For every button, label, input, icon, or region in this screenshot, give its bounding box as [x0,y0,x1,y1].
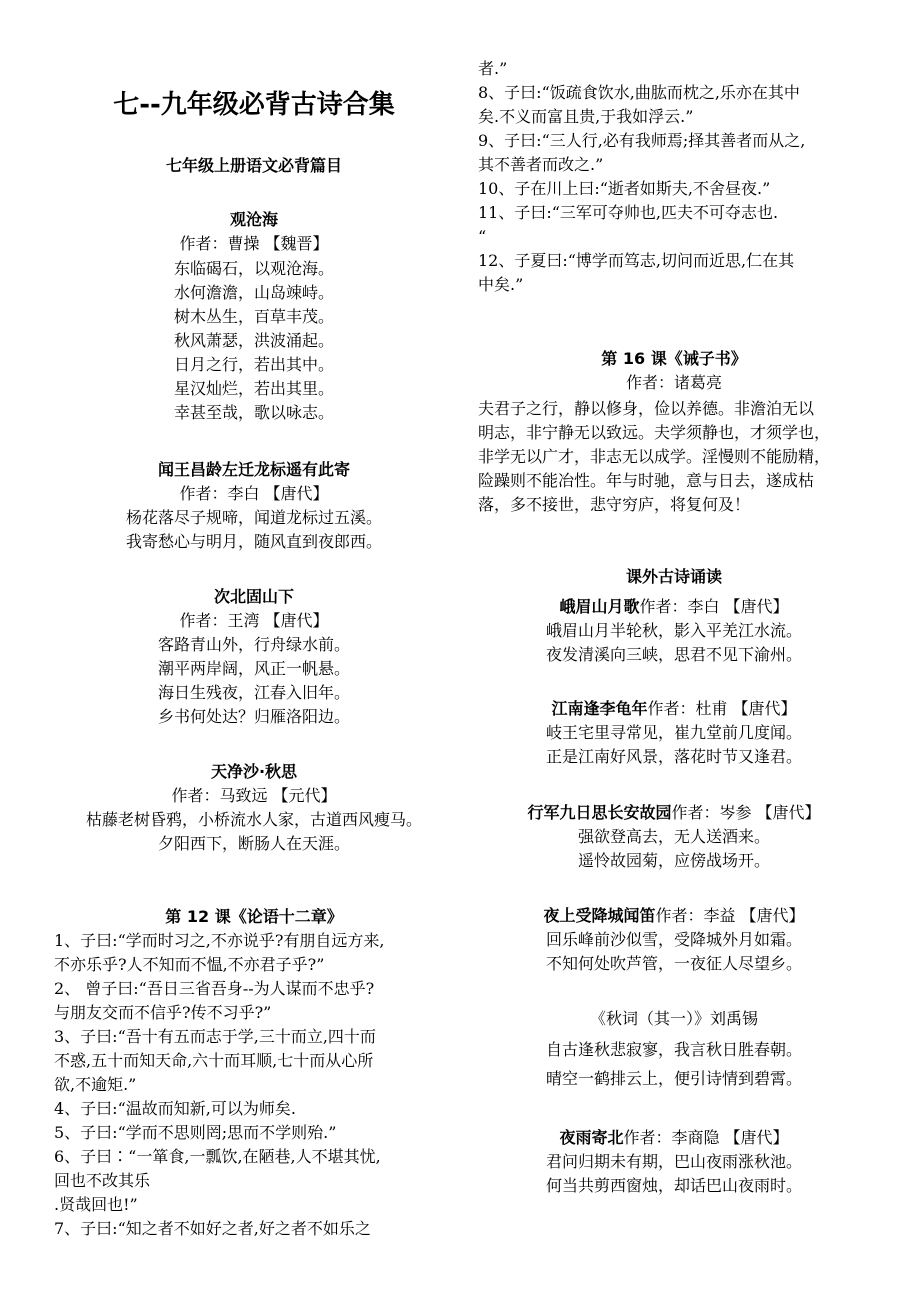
text-line: 非学无以广才，非志无以成学。淫慢则不能励精， [478,447,831,466]
text-line: 险躁则不能冶性。年与时驰，意与日去，遂成枯 [478,471,815,490]
poem-title: 夜上受降城闻笛 [543,906,656,925]
text-line: .贤哉回也!” [54,1195,138,1214]
poem-line: 晴空一鹤排云上，便引诗情到碧霄。 [545,1069,802,1088]
poem-line: 自古逢秋悲寂寥，我言秋日胜春朝。 [545,1040,802,1059]
poem-line: 君问归期未有期，巴山夜雨涨秋池。 [545,1152,802,1171]
poem-heading [478,596,870,618]
poem-line: 潮平两岸阔，风正一帆悬。 [157,659,350,678]
text-line: 其不善者而改之.” [478,155,604,174]
poem-line: 峨眉山月半轮秋，影入平羌江水流。 [545,621,802,640]
poem-title: 观沧海 [229,210,278,229]
text-line: 与朋友交而不信乎?传不习乎?” [54,1003,272,1022]
text-line: 中矣.” [478,275,524,294]
poem-title: 次北固山下 [213,587,294,606]
text-line: 3、子曰:“吾十有五而志于学,三十而立,四十而 [54,1027,376,1046]
poem-author: 作者：李商隐 【唐代】 [623,1128,789,1147]
text-line: 12、子夏曰:“博学而笃志,切问而近思,仁在其 [478,251,795,270]
poem-line: 幸甚至哉，歌以咏志。 [173,403,334,422]
lesson-title: 第 12 课《论语十二章》 [165,907,343,926]
section-subtitle: 七年级上册语文必背篇目 [165,156,342,175]
poem-line: 何当共剪西窗烛，却话巴山夜雨时。 [545,1176,802,1195]
poem-line: 海日生残夜，江春入旧年。 [157,683,350,702]
poem-line: 岐王宅里寻常见，崔九堂前几度闻。 [545,723,802,742]
poem-line: 客路青山外，行舟绿水前。 [157,635,350,654]
poem-line: 遥怜故园菊，应傍战场开。 [577,851,770,870]
poem-line: 杨花落尽子规啼，闻道龙标过五溪。 [125,508,382,527]
text-line: “ [478,227,487,246]
text-line: 矣.不义而富且贵,于我如浮云.” [478,107,694,126]
poem-title: 《秋词（其一）》刘禹锡 [589,1009,758,1028]
poem-author: 作者：李白 【唐代】 [639,597,789,616]
text-line: 11、子曰:“三军可夺帅也,匹夫不可夺志也. [478,203,779,222]
poem-author: 作者：王湾 【唐代】 [179,611,329,630]
document-title: 七--九年级必背古诗合集 [113,90,395,120]
poem-line: 树木丛生，百草丰茂。 [173,307,334,326]
text-line: 明志，非宁静无以致远。夫学须静也，才须学也， [478,423,831,442]
text-line: 9、子曰:“三人行,必有我师焉;择其善者而从之, [478,131,806,150]
poem-line: 夜发清溪向三峡，思君不见下渝州。 [545,645,802,664]
poem-author: 作者：杜甫 【唐代】 [647,699,797,718]
poem-author: 作者：曹操 【魏晋】 [179,234,329,253]
poem-title: 闻王昌龄左迁龙标遥有此寄 [157,460,350,479]
poem-line: 日月之行，若出其中。 [173,355,334,374]
poem-title: 夜雨寄北 [559,1128,624,1147]
poem-author: 作者：马致远 【元代】 [171,786,337,805]
text-line: 2、 曾子曰:“吾日三省吾身--为人谋而不忠乎? [54,979,375,998]
poem-line: 我寄愁心与明月，随风直到夜郎西。 [125,532,382,551]
text-line: 不惑,五十而知天命,六十而耳顺,七十而从心所 [54,1051,374,1070]
text-line: 4、子曰:“温故而知新,可以为师矣. [54,1099,296,1118]
text-line: 10、子在川上曰:“逝者如斯夫,不舍昼夜.” [478,179,771,198]
poem-line: 东临碣石，以观沧海。 [173,259,334,278]
poem-title: 峨眉山月歌 [559,597,640,616]
poem-author: 作者：李益 【唐代】 [655,906,805,925]
poem-heading [478,698,870,720]
text-line: 7、子曰:“知之者不如好之者,好之者不如乐之 [54,1219,371,1238]
text-line: 落，多不接世，悲守穷庐，将复何及！ [478,495,751,514]
poem-line: 水何澹澹，山岛竦峙。 [173,283,334,302]
text-line: 5、子曰:“学而不思则罔;思而不学则殆.” [54,1123,337,1142]
poem-line: 枯藤老树昏鸦，小桥流水人家，古道西风瘦马。 [85,810,422,829]
poem-line: 乡书何处达？归雁洛阳边。 [157,707,350,726]
poem-line: 正是江南好风景，落花时节又逢君。 [545,747,802,766]
poem-author: 作者：岑参 【唐代】 [671,803,821,822]
text-line: 回也不改其乐 [54,1171,151,1190]
poem-line: 强欲登高去，无人送酒来。 [577,827,770,846]
poem-heading [478,802,870,824]
text-line: 不亦乐乎?人不知而不愠,不亦君子乎?” [54,955,325,974]
poem-title: 天净沙·秋思 [210,762,298,781]
poem-line: 星汉灿烂，若出其里。 [173,379,334,398]
text-line: 者.” [478,59,508,78]
text-line: 夫君子之行，静以修身，俭以养德。非澹泊无以 [478,399,815,418]
lesson-title: 第 16 课《诫子书》 [601,349,747,368]
poem-line: 不知何处吹芦管，一夜征人尽望乡。 [545,954,802,973]
text-line: 欲,不逾矩.” [54,1075,137,1094]
poem-heading [478,905,870,927]
lesson-author: 作者：诸葛亮 [625,373,722,392]
poem-title: 江南逢李龟年 [551,699,648,718]
section-heading: 课外古诗诵读 [625,567,722,586]
text-line: 8、子曰:“饭疏食饮水,曲肱而枕之,乐亦在其中 [478,83,800,102]
text-line: 6、子曰∶“一箪食,一瓢饮,在陋巷,人不堪其忧, [54,1147,381,1166]
poem-author: 作者：李白 【唐代】 [179,484,329,503]
poem-line: 回乐峰前沙似雪，受降城外月如霜。 [545,930,802,949]
poem-heading [478,1127,870,1149]
poem-title: 行军九日思长安故园 [527,803,672,822]
poem-line: 夕阳西下，断肠人在天涯。 [157,834,350,853]
poem-line: 秋风萧瑟，洪波涌起。 [173,331,334,350]
text-line: 1、子曰:“学而时习之,不亦说乎?有朋自远方来, [54,931,385,950]
